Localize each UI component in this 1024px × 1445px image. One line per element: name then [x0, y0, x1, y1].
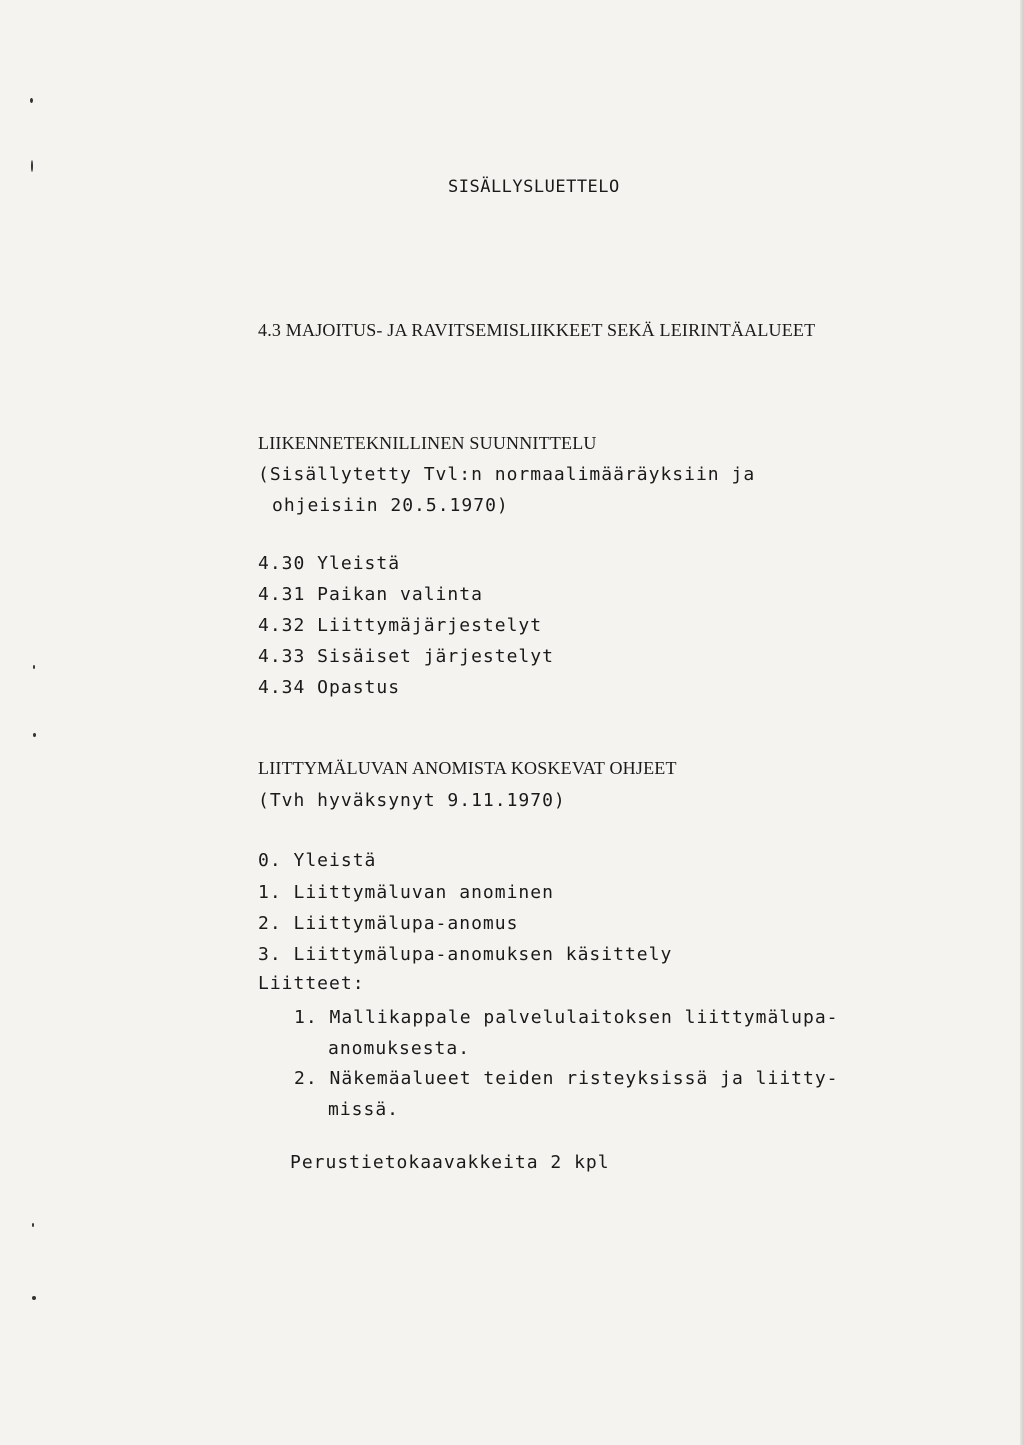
section-heading: 4.3 MAJOITUS- JA RAVITSEMISLIIKKEET SEKÄ LEIRINTÄALUEET — [258, 320, 816, 340]
scan-speck — [33, 733, 36, 737]
toc-item: 3. Liittymälupa-anomuksen käsittely — [258, 944, 673, 965]
toc-item: 4.33 Sisäiset järjestelyt — [258, 646, 554, 667]
toc-item: 2. Liittymälupa-anomus — [258, 913, 519, 934]
part1-note-line2: ohjeisiin 20.5.1970) — [272, 495, 509, 516]
attachment-item: 2. Näkemäalueet teiden risteyksissä ja liitty- — [294, 1068, 839, 1089]
scan-speck — [32, 1223, 34, 1227]
part1-heading: LIIKENNETEKNILLINEN SUUNNITTELU — [258, 433, 597, 453]
toc-item: 4.32 Liittymäjärjestelyt — [258, 615, 543, 636]
attachment-item-continuation: anomuksesta. — [328, 1038, 471, 1059]
page-title: SISÄLLYSLUETTELO — [448, 177, 620, 197]
attachment-item: 1. Mallikappale palvelulaitoksen liittymälupa- — [294, 1007, 839, 1028]
toc-item: 0. Yleistä — [258, 850, 377, 871]
attachment-item-continuation: missä. — [328, 1099, 400, 1120]
footer-note: Perustietokaavakkeita 2 kpl — [290, 1152, 610, 1173]
attachments-label: Liitteet: — [258, 973, 365, 994]
toc-item: 1. Liittymäluvan anominen — [258, 882, 554, 903]
page-edge-shadow — [1020, 0, 1024, 1445]
part2-heading: LIITTYMÄLUVAN ANOMISTA KOSKEVAT OHJEET — [258, 758, 677, 778]
scan-speck — [32, 1296, 36, 1300]
scan-speck — [30, 98, 33, 103]
scan-speck — [31, 160, 33, 172]
part2-note: (Tvh hyväksynyt 9.11.1970) — [258, 790, 566, 811]
toc-item: 4.30 Yleistä — [258, 553, 401, 574]
toc-item: 4.31 Paikan valinta — [258, 584, 483, 605]
part1-note-line1: (Sisällytetty Tvl:n normaalimääräyksiin ja — [258, 464, 756, 485]
scan-speck — [33, 665, 35, 669]
toc-item: 4.34 Opastus — [258, 677, 401, 698]
